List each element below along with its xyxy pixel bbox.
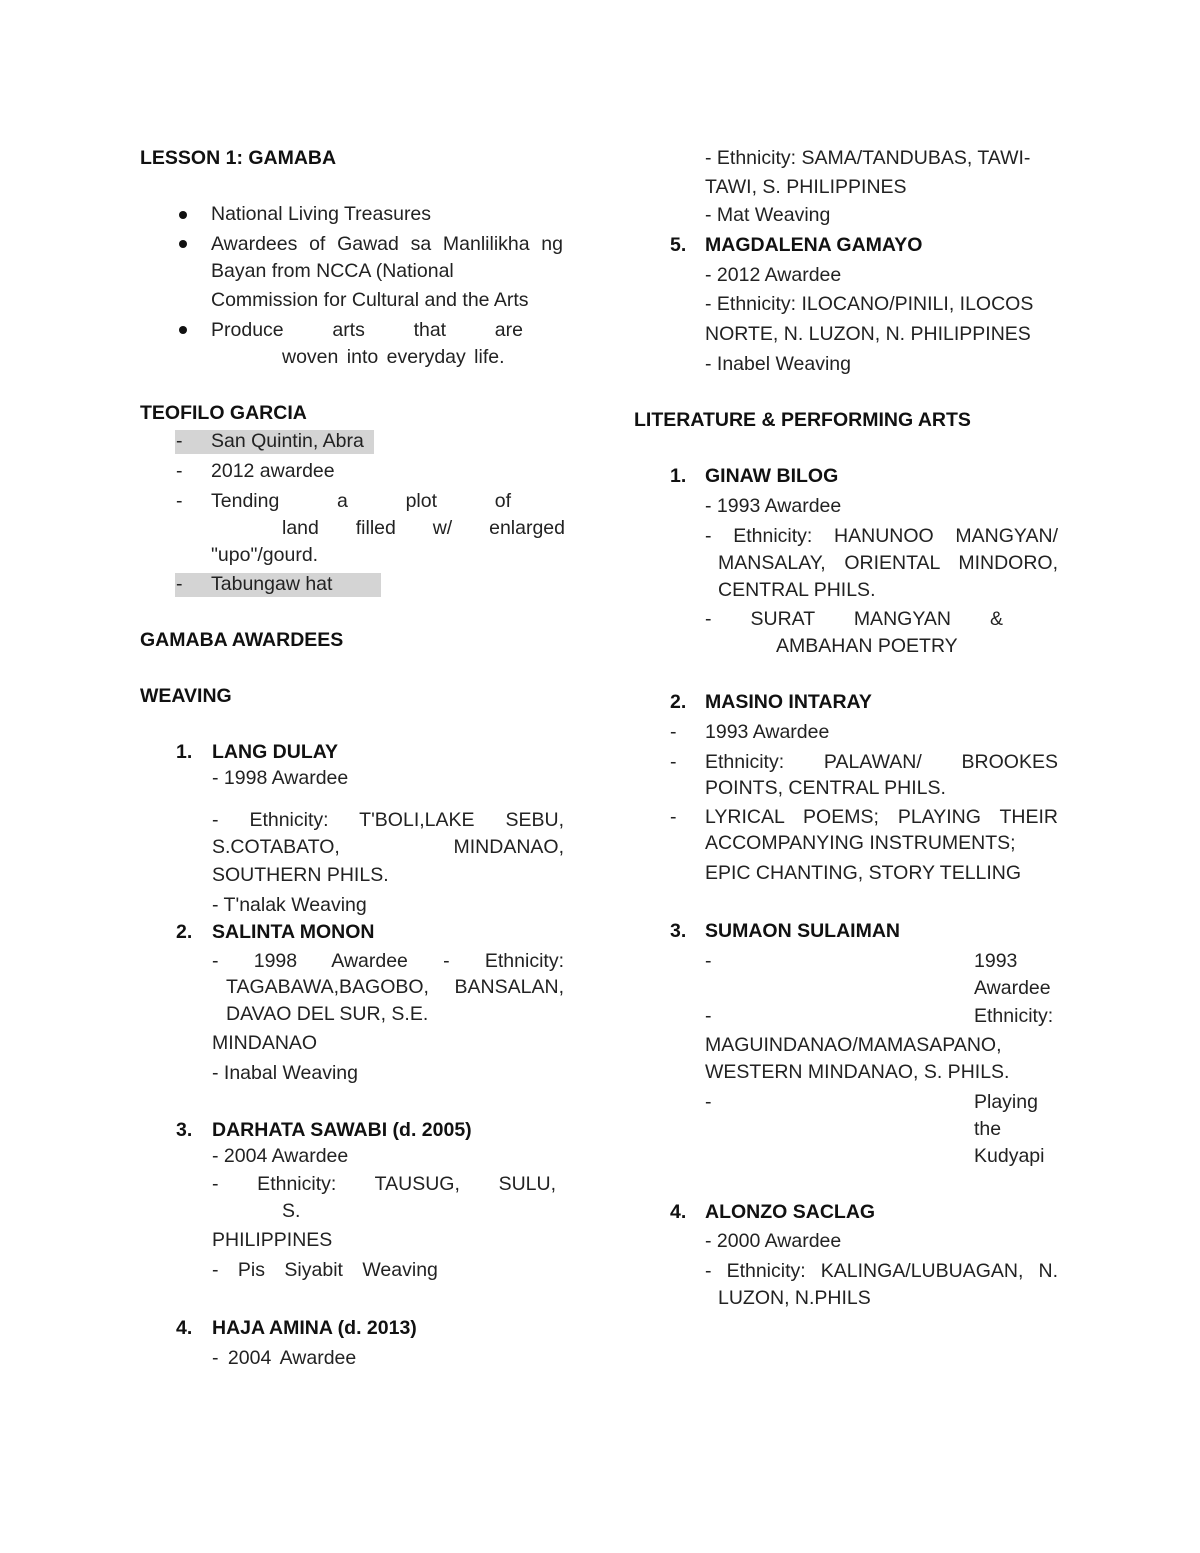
awardee-line: - Inabal Weaving bbox=[212, 1062, 358, 1084]
awardee-line: MAGUINDANAO/MAMASAPANO, bbox=[705, 1034, 1002, 1056]
teofilo-item: "upo"/gourd. bbox=[211, 544, 319, 566]
awardee-line: - Ethnicity: HANUNOO MANGYAN/ bbox=[705, 525, 1058, 547]
awardee-line: - Pis Siyabit Weaving bbox=[212, 1259, 438, 1281]
item-number: 1. bbox=[670, 465, 687, 487]
awardee-line: 1993 Awardee bbox=[705, 721, 830, 743]
teofilo-item: Tabungaw hat bbox=[211, 573, 333, 595]
teofilo-item: land filled w/ enlarged bbox=[282, 517, 565, 539]
weaving-heading: WEAVING bbox=[140, 685, 232, 707]
bullet-text: Bayan from NCCA (National bbox=[211, 260, 454, 282]
bullet-icon bbox=[179, 240, 187, 248]
awardee-line: - 2000 Awardee bbox=[705, 1230, 842, 1252]
awardee-line: SOUTHERN PHILS. bbox=[212, 864, 389, 886]
item-number: 2. bbox=[176, 921, 193, 943]
awardee-line: - Inabel Weaving bbox=[705, 353, 851, 375]
bullet-text: Produce arts that are bbox=[211, 319, 523, 341]
bullet-icon bbox=[179, 326, 187, 334]
awardee-line: - 2004 Awardee bbox=[212, 1347, 357, 1369]
awardee-line: - 1998 Awardee - Ethnicity: bbox=[212, 950, 564, 972]
teofilo-heading: TEOFILO GARCIA bbox=[140, 402, 307, 424]
awardee-name: SUMAON SULAIMAN bbox=[705, 920, 900, 942]
awardee-line: - 1998 Awardee bbox=[212, 767, 349, 789]
awardee-line: Ethnicity: PALAWAN/ BROOKES bbox=[705, 751, 1058, 773]
item-number: 4. bbox=[176, 1317, 193, 1339]
bullet-icon bbox=[179, 211, 187, 219]
dash: - bbox=[176, 460, 183, 482]
awardee-line: 1993 bbox=[974, 950, 1018, 972]
awardee-line: MANSALAY, ORIENTAL MINDORO, bbox=[718, 552, 1058, 574]
awardee-line: - Ethnicity: KALINGA/LUBUAGAN, N. bbox=[705, 1260, 1058, 1282]
awardee-line: DAVAO DEL SUR, S.E. bbox=[226, 1003, 429, 1025]
awardee-line: TAGABAWA,BAGOBO, BANSALAN, bbox=[226, 976, 564, 998]
awardee-line: Awardee bbox=[974, 977, 1051, 999]
item-number: 3. bbox=[670, 920, 687, 942]
dash: - bbox=[705, 1091, 712, 1113]
awardee-line: AMBAHAN POETRY bbox=[776, 635, 958, 657]
awardee-line: POINTS, CENTRAL PHILS. bbox=[705, 777, 946, 799]
awardee-name: MAGDALENA GAMAYO bbox=[705, 234, 923, 256]
dash: - bbox=[670, 806, 677, 828]
teofilo-item: San Quintin, Abra bbox=[211, 430, 364, 452]
awardee-name: HAJA AMINA (d. 2013) bbox=[212, 1317, 417, 1339]
awardee-line: PHILIPPINES bbox=[212, 1229, 333, 1251]
awardee-line: - 2012 Awardee bbox=[705, 264, 842, 286]
dash: - bbox=[176, 430, 183, 452]
dash: - bbox=[705, 950, 712, 972]
continued-line: - Mat Weaving bbox=[705, 204, 831, 226]
dash: - bbox=[670, 751, 677, 773]
teofilo-item: Tending a plot of bbox=[211, 490, 511, 512]
awardee-line: ACCOMPANYING INSTRUMENTS; bbox=[705, 832, 1016, 854]
awardee-name: SALINTA MONON bbox=[212, 921, 375, 943]
teofilo-item: 2012 awardee bbox=[211, 460, 335, 482]
awardee-line: the bbox=[974, 1118, 1002, 1140]
awardee-name: MASINO INTARAY bbox=[705, 691, 872, 713]
awardee-line: S. bbox=[282, 1200, 301, 1222]
awardee-line: - 1993 Awardee bbox=[705, 495, 842, 517]
awardee-line: WESTERN MINDANAO, S. PHILS. bbox=[705, 1061, 1010, 1083]
item-number: 1. bbox=[176, 741, 193, 763]
awardee-line: - 2004 Awardee bbox=[212, 1145, 349, 1167]
continued-line: - Ethnicity: SAMA/TANDUBAS, TAWI- bbox=[705, 147, 1031, 169]
awardee-line: MINDANAO bbox=[212, 1032, 318, 1054]
bullet-text: National Living Treasures bbox=[211, 203, 432, 225]
awardee-line: LYRICAL POEMS; PLAYING THEIR bbox=[705, 806, 1058, 828]
dash: - bbox=[670, 721, 677, 743]
awardee-line: - SURAT MANGYAN & bbox=[705, 608, 1003, 630]
bullet-text: Awardees of Gawad sa Manlilikha ng bbox=[211, 233, 563, 255]
awardee-line: Playing bbox=[974, 1091, 1038, 1113]
awardee-line: S.COTABATO, MINDANAO, bbox=[212, 836, 564, 858]
awardee-line: Ethnicity: bbox=[974, 1005, 1054, 1027]
item-number: 4. bbox=[670, 1201, 687, 1223]
dash: - bbox=[705, 1005, 712, 1027]
item-number: 2. bbox=[670, 691, 687, 713]
awardee-line: Kudyapi bbox=[974, 1145, 1045, 1167]
item-number: 5. bbox=[670, 234, 687, 256]
awardee-line: - Ethnicity: T'BOLI,LAKE SEBU, bbox=[212, 809, 564, 831]
awardees-heading: GAMABA AWARDEES bbox=[140, 629, 344, 651]
awardee-name: LANG DULAY bbox=[212, 741, 339, 763]
continued-line: TAWI, S. PHILIPPINES bbox=[705, 176, 907, 198]
awardee-line: CENTRAL PHILS. bbox=[718, 579, 876, 601]
awardee-name: DARHATA SAWABI (d. 2005) bbox=[212, 1119, 472, 1141]
bullet-text: woven into everyday life. bbox=[282, 346, 505, 368]
bullet-text: Commission for Cultural and the Arts bbox=[211, 289, 529, 311]
awardee-line: NORTE, N. LUZON, N. PHILIPPINES bbox=[705, 323, 1031, 345]
awardee-line: - T'nalak Weaving bbox=[212, 894, 367, 916]
awardee-line: EPIC CHANTING, STORY TELLING bbox=[705, 862, 1022, 884]
literature-heading: LITERATURE & PERFORMING ARTS bbox=[634, 409, 971, 431]
awardee-line: - Ethnicity: ILOCANO/PINILI, ILOCOS bbox=[705, 293, 1034, 315]
awardee-name: ALONZO SACLAG bbox=[705, 1201, 876, 1223]
item-number: 3. bbox=[176, 1119, 193, 1141]
dash: - bbox=[176, 490, 183, 512]
dash: - bbox=[176, 573, 183, 595]
awardee-line: LUZON, N.PHILS bbox=[718, 1287, 871, 1309]
lesson-title: LESSON 1: GAMABA bbox=[140, 147, 337, 169]
awardee-line: - Ethnicity: TAUSUG, SULU, bbox=[212, 1173, 556, 1195]
awardee-name: GINAW BILOG bbox=[705, 465, 839, 487]
